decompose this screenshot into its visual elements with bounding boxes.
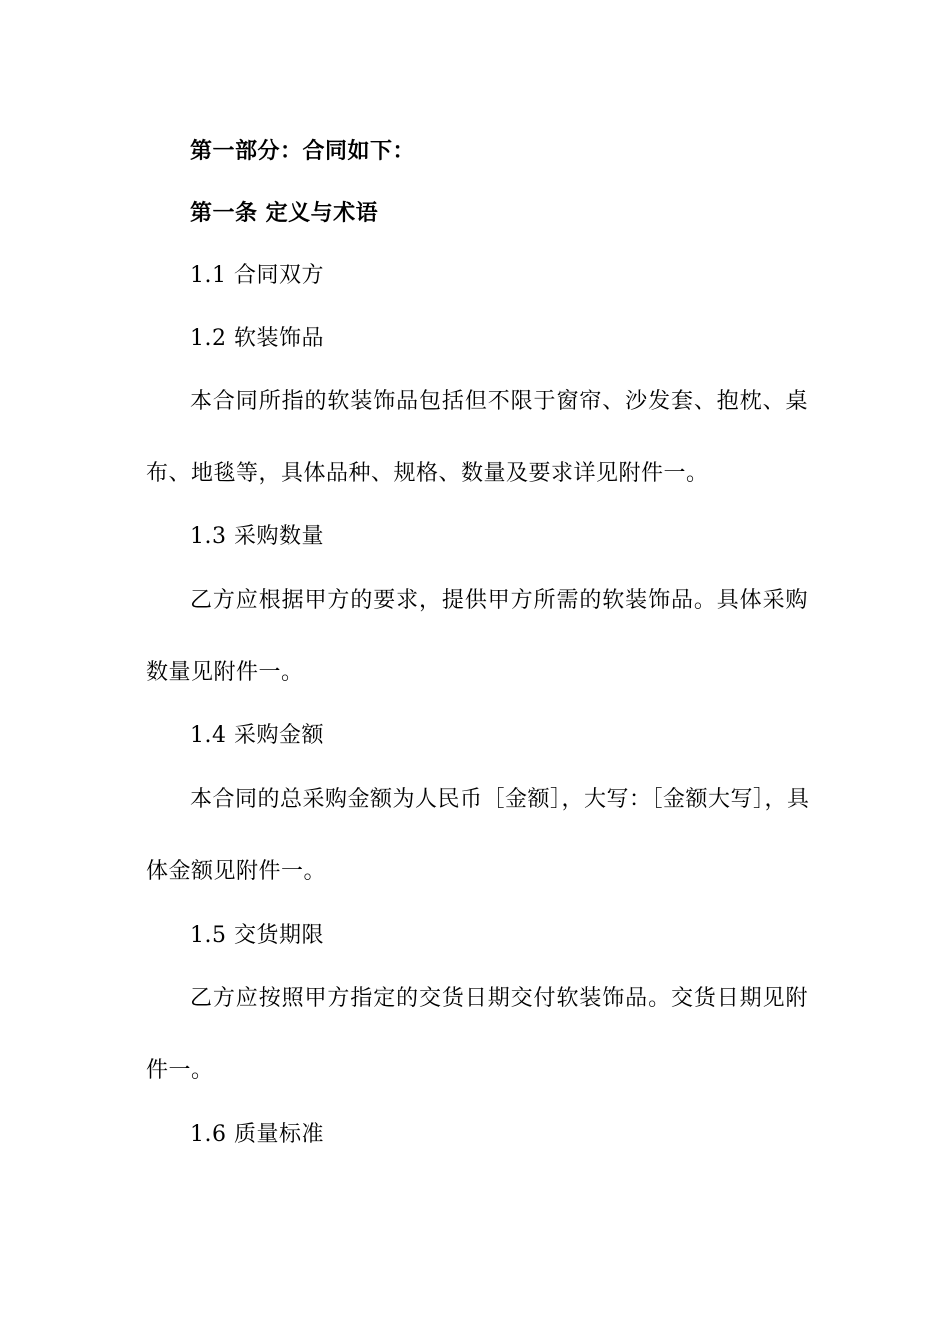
section-heading-1-2: 1.2 软装饰品 <box>190 326 324 351</box>
part-heading: 第一部分：合同如下： <box>190 139 416 164</box>
article-heading: 第一条 定义与术语 <box>190 201 379 226</box>
section-heading-1-4: 1.4 采购金额 <box>190 723 324 748</box>
paragraph-line: 乙方应按照甲方指定的交货日期交付软装饰品。交货日期见附 <box>190 986 808 1011</box>
section-heading-1-3: 1.3 采购数量 <box>190 524 324 549</box>
section-heading-1-6: 1.6 质量标准 <box>190 1122 324 1147</box>
paragraph-line: 数量见附件一。 <box>146 660 304 685</box>
paragraph-line: 本合同的总采购金额为人民币［金额］，大写：［金额大写］，具 <box>190 787 810 812</box>
paragraph-line: 体金额见附件一。 <box>146 859 327 884</box>
paragraph-line: 乙方应根据甲方的要求，提供甲方所需的软装饰品。具体采购 <box>190 588 808 613</box>
paragraph-line: 件一。 <box>146 1058 214 1083</box>
section-heading-1-1: 1.1 合同双方 <box>190 263 324 288</box>
paragraph-line: 本合同所指的软装饰品包括但不限于窗帘、沙发套、抱枕、桌 <box>190 389 808 414</box>
section-heading-1-5: 1.5 交货期限 <box>190 923 324 948</box>
paragraph-line: 布、地毯等，具体品种、规格、数量及要求详见附件一。 <box>146 461 709 486</box>
